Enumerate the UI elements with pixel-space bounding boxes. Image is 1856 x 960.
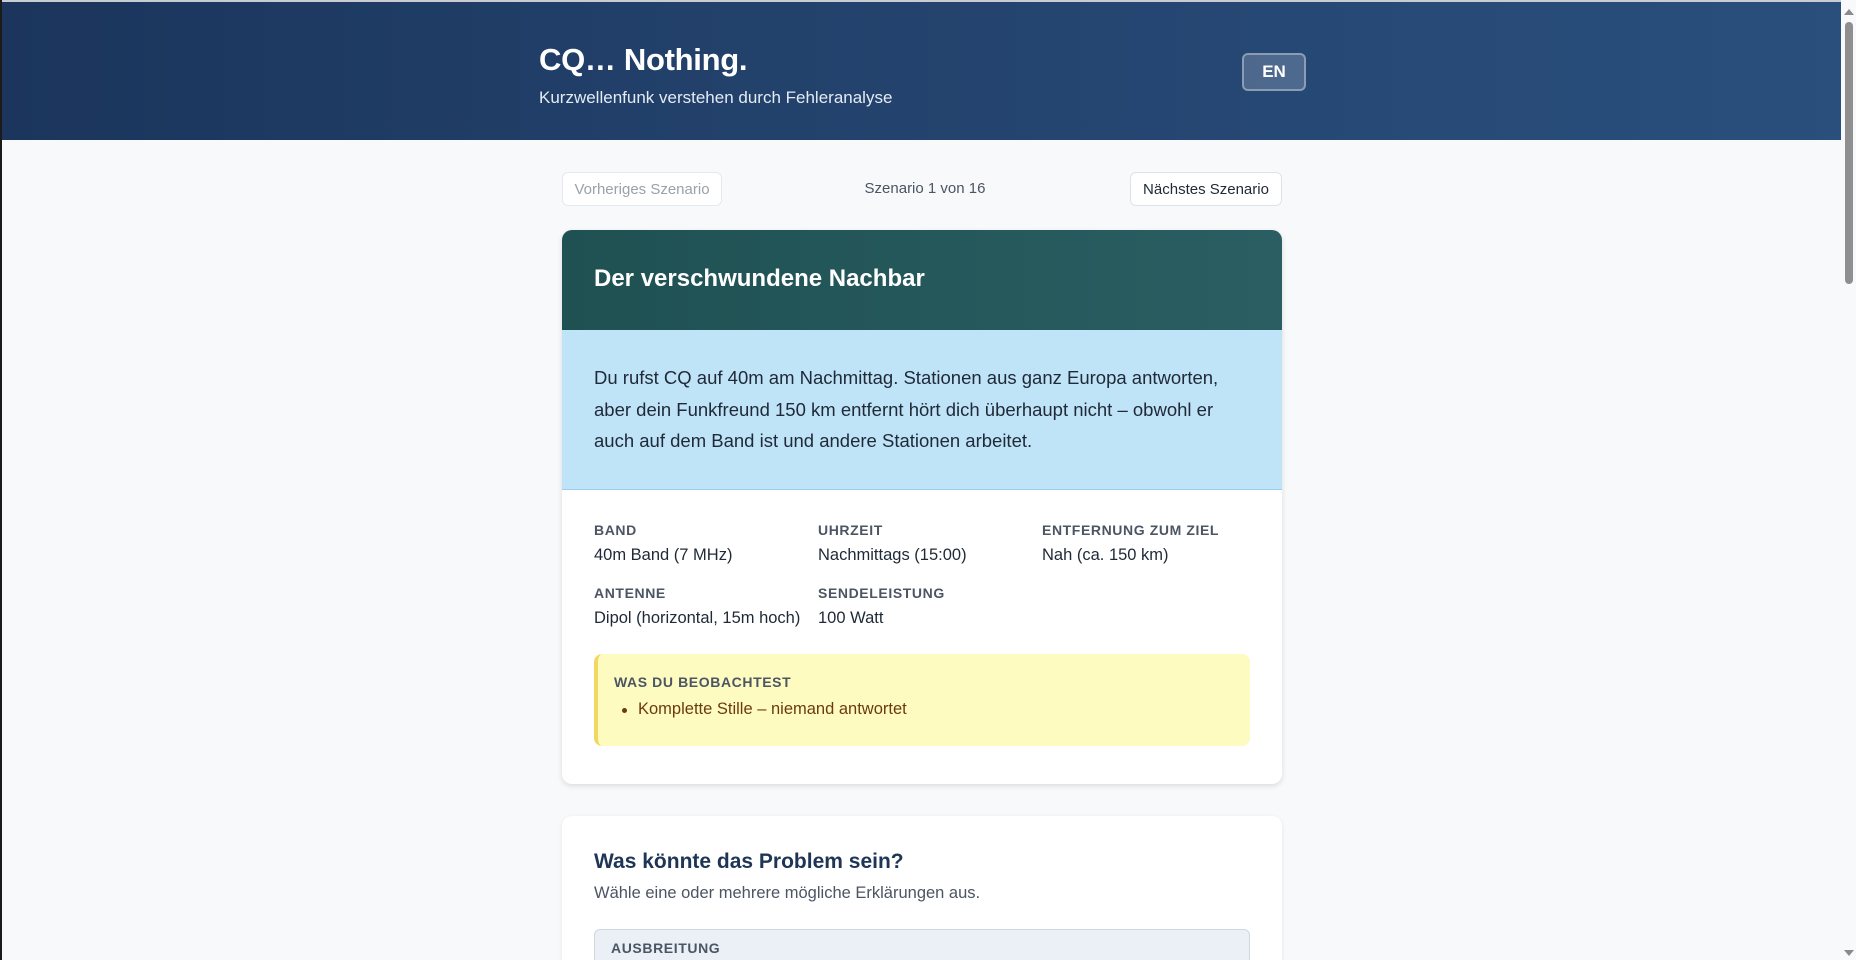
detail-label: UHRZEIT (818, 522, 883, 538)
detail-value: Nah (ca. 150 km) (1042, 546, 1169, 564)
diagnosis-title: Was könnte das Problem sein? (594, 850, 904, 873)
scenario-card-header (562, 230, 1282, 330)
detail-band (594, 522, 818, 565)
window-left-border (0, 0, 2, 960)
diagnosis-subtitle: Wähle eine oder mehrere mögliche Erklärungen aus. (594, 884, 981, 902)
language-toggle-button[interactable]: EN (1242, 53, 1306, 91)
detail-value: Nachmittags (15:00) (818, 546, 967, 564)
observations-box (594, 654, 1250, 746)
detail-label: BAND (594, 522, 637, 538)
observations-list (614, 700, 1230, 719)
site-subtitle: Kurzwellenfunk verstehen durch Fehleranalyse (539, 88, 893, 107)
next-scenario-button[interactable]: Nächstes Szenario (1130, 172, 1282, 206)
detail-distance (1042, 522, 1266, 565)
scenario-title: Der verschwundene Nachbar (594, 265, 925, 292)
scenario-description: Du rufst CQ auf 40m am Nachmittag. Stationen aus ganz Europa antworten, aber dein Funkfreund 150 km entfernt hört dich überhaupt nicht – obwohl er auch auf dem Band ist und andere Stationen arbeitet. (562, 330, 1282, 490)
detail-label: SENDELEISTUNG (818, 585, 945, 601)
scroll-down-arrow-icon[interactable] (1844, 950, 1854, 956)
detail-label: ANTENNE (594, 585, 666, 601)
site-header (2, 2, 1841, 140)
scenario-counter: Szenario 1 von 16 (864, 180, 986, 197)
detail-time (818, 522, 1042, 565)
category-propagation (594, 929, 1250, 960)
scroll-up-arrow-icon[interactable] (1844, 9, 1854, 15)
diagnosis-card (562, 816, 1282, 960)
observation-item: Komplette Stille – niemand antwortet (614, 700, 1230, 719)
scrollbar-thumb[interactable] (1845, 22, 1853, 284)
observations-label: WAS DU BEOBACHTEST (614, 674, 792, 690)
detail-value: 100 Watt (818, 609, 884, 627)
detail-grid (594, 522, 1250, 628)
detail-antenna (594, 585, 818, 628)
page-scrollbar[interactable] (1841, 0, 1856, 960)
category-label: AUSBREITUNG (611, 940, 721, 956)
detail-label: ENTFERNUNG ZUM ZIEL (1042, 522, 1220, 538)
detail-value: Dipol (horizontal, 15m hoch) (594, 609, 801, 627)
previous-scenario-button[interactable]: Vorheriges Szenario (562, 172, 722, 206)
site-title: CQ… Nothing. (539, 42, 748, 77)
scenario-details (562, 490, 1282, 746)
detail-value: 40m Band (7 MHz) (594, 546, 733, 564)
detail-power (818, 585, 1042, 628)
scenario-card (562, 230, 1282, 784)
